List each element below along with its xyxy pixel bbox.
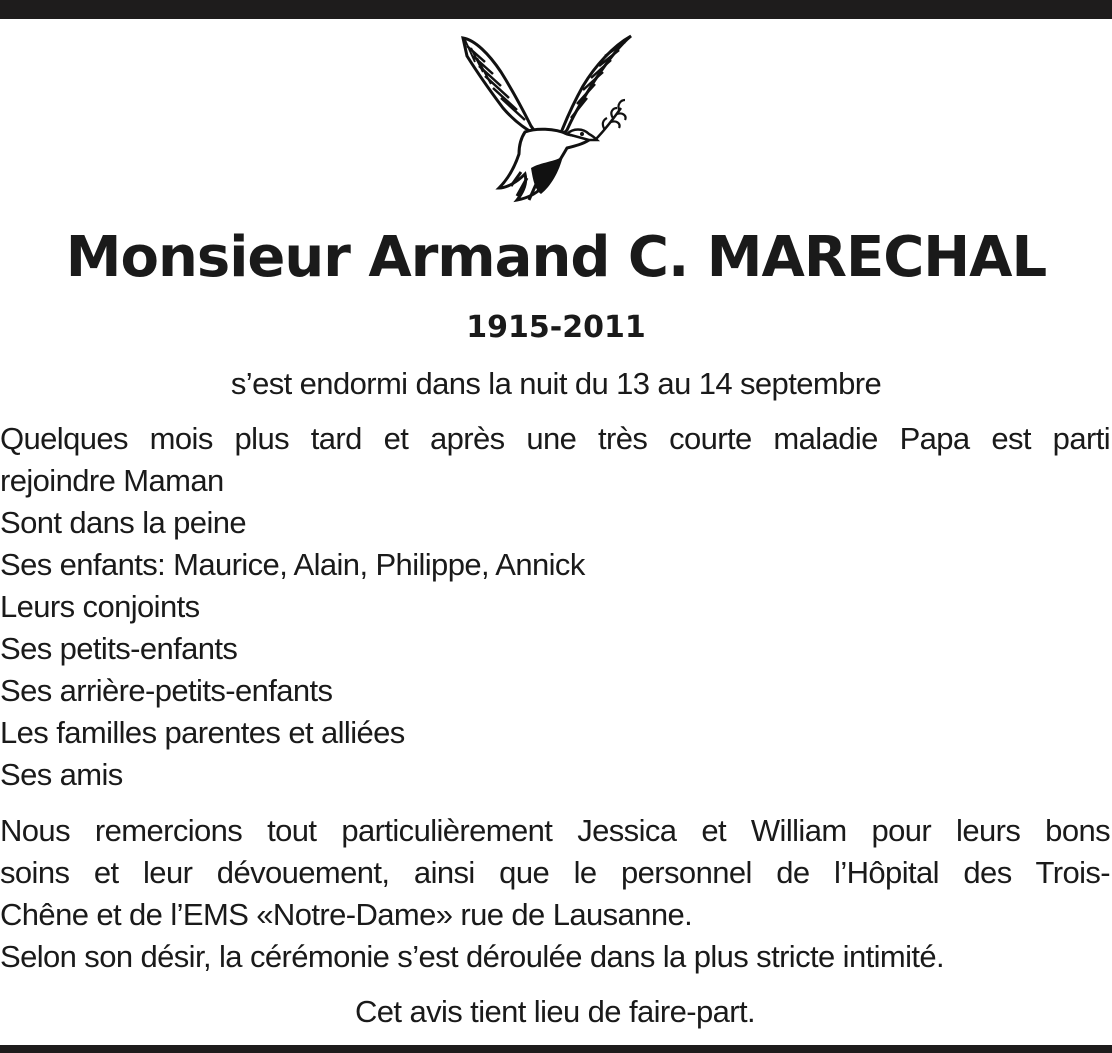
life-years: 1915-2011 [466, 310, 646, 345]
dove-with-olive-branch-icon [455, 32, 640, 204]
intro-line: rejoindre Maman [0, 463, 224, 498]
top-border-rule [0, 0, 1112, 19]
intro-line: Quelques mois plus tard et après une très courte maladie Papa est parti [0, 421, 1110, 456]
thanks-paragraph [0, 810, 1110, 978]
list-item: Leurs conjoints [0, 589, 200, 624]
deceased-name: Monsieur Armand C. MARECHAL [65, 225, 1047, 290]
list-item: Ses arrière-petits-enfants [0, 673, 333, 708]
intro-paragraph [0, 418, 1110, 502]
list-item: Ses petits-enfants [0, 631, 238, 666]
thanks-line: Selon son désir, la cérémonie s’est déroulée dans la plus stricte intimité. [0, 939, 945, 974]
list-item: Sont dans la peine [0, 505, 247, 540]
closing-note: Cet avis tient lieu de faire-part. [354, 994, 756, 1029]
list-item: Ses amis [0, 757, 123, 792]
thanks-line: Chêne et de l’EMS «Notre-Dame» rue de Lausanne. [0, 897, 693, 932]
list-item: Les familles parentes et alliées [0, 715, 405, 750]
thanks-line: soins et leur dévouement, ainsi que le personnel de l’Hôpital des Trois- [0, 855, 1110, 890]
bottom-border-rule [0, 1045, 1112, 1053]
list-item: Ses enfants: Maurice, Alain, Philippe, Annick [0, 547, 585, 582]
passing-statement: s’est endormi dans la nuit du 13 au 14 septembre [230, 366, 882, 401]
thanks-line: Nous remercions tout particulièrement Jessica et William pour leurs bons [0, 813, 1110, 848]
mourners-list [0, 502, 1110, 796]
